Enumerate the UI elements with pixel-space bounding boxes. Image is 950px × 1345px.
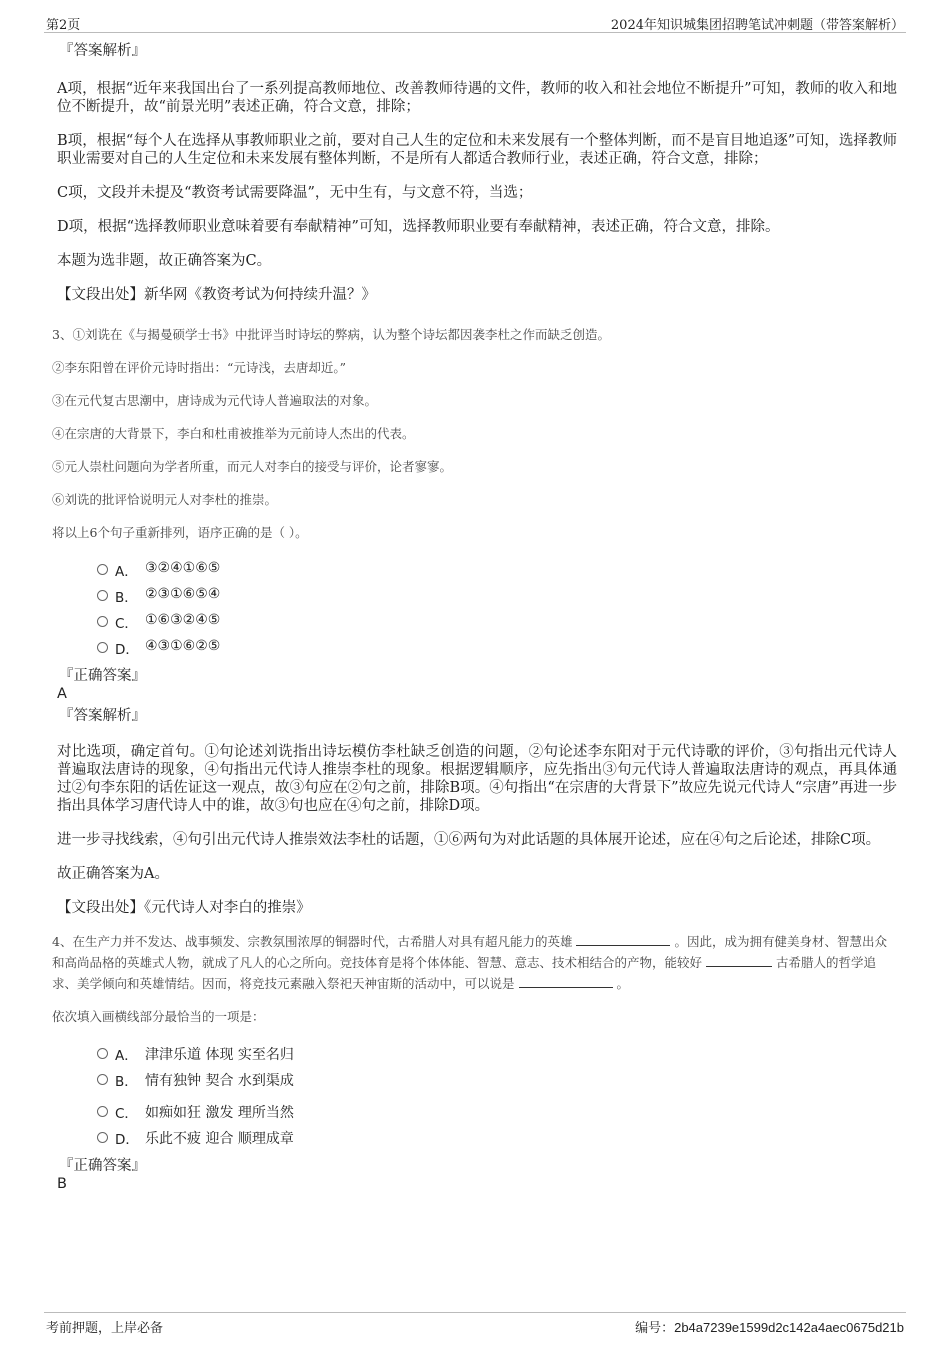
fill-blank xyxy=(576,933,670,946)
footer-slogan: 考前押题，上岸必备 xyxy=(46,1321,164,1336)
question-3-prompt: 将以上6个句子重新排列，语序正确的是（ ）。 xyxy=(52,525,308,540)
stem-part: 。 xyxy=(616,976,629,991)
option-key: C． xyxy=(115,1106,138,1122)
radio-button[interactable] xyxy=(97,642,108,653)
correct-answer-label: 『正确答案』 xyxy=(59,668,146,684)
document-body xyxy=(52,42,897,1193)
option-key: C． xyxy=(115,616,138,632)
question-3-sentence-4: ④在宗唐的大背景下，李白和杜甫被推举为元前诗人杰出的代表。 xyxy=(52,426,415,441)
question-3-sentence-6: ⑥刘诜的批评恰说明元人对李杜的推崇。 xyxy=(52,492,278,507)
option-text: ②③①⑥⑤④ xyxy=(145,586,221,602)
option-key: B． xyxy=(115,590,138,606)
analysis-conclusion: 故正确答案为A。 xyxy=(57,866,169,882)
question-3-sentence-1: 3、①刘诜在《与揭曼硕学士书》中批评当时诗坛的弊病，认为整个诗坛都因袭李杜之作而缺乏创造。 xyxy=(52,327,610,342)
analysis-option-a: A项，根据“近年来我国出台了一系列提高教师地位、改善教师待遇的文件，教师的收入和社会地位不断提升”可知，教师的收入和地位不断提升，故“前景光明”表述正确，符合文意，排除； xyxy=(57,81,897,115)
analysis-label: 『答案解析』 xyxy=(59,708,146,724)
source-citation: 【文段出处】《元代诗人对李白的推崇》 xyxy=(57,900,311,916)
fill-blank xyxy=(519,975,613,988)
radio-button[interactable] xyxy=(97,564,108,575)
radio-button[interactable] xyxy=(97,590,108,601)
page-header xyxy=(44,10,906,33)
question-3-sentence-2: ②李东阳曾在评价元诗时指出：“元诗浅，去唐却近。” xyxy=(52,360,347,375)
option-d[interactable] xyxy=(57,635,897,661)
correct-answer: B xyxy=(57,1176,67,1192)
stem-part: 古希腊人的哲学追求、美学倾向和英雄情结。因而，将竞技元素融入祭祀天神宙斯的活动中，可以说是 xyxy=(52,955,876,991)
analysis-conclusion: 本题为选非题，故正确答案为C。 xyxy=(57,253,272,269)
option-text: ④③①⑥②⑤ xyxy=(145,638,221,654)
option-key: B． xyxy=(115,1074,138,1090)
option-text: 乐此不疲 迎合 顺理成章 xyxy=(145,1131,294,1147)
question-4-stem xyxy=(52,931,897,994)
question-3-sentence-5: ⑤元人崇杜问题向为学者所重，而元人对李白的接受与评价，论者寥寥。 xyxy=(52,459,453,474)
option-key: D． xyxy=(115,1132,139,1148)
code-value: 2b4a7239e1599d2c142a4aec0675d21b xyxy=(674,1320,904,1335)
option-a[interactable] xyxy=(57,1041,897,1067)
analysis-label: 『答案解析』 xyxy=(59,43,146,59)
option-text: 如痴如狂 激发 理所当然 xyxy=(145,1105,294,1121)
analysis-paragraph: 进一步寻找线索，④句引出元代诗人推崇效法李杜的话题，①⑥两句为对此话题的具体展开论述，应在④句之后论述，排除C项。 xyxy=(57,832,881,848)
option-c[interactable] xyxy=(57,609,897,635)
source-citation: 【文段出处】新华网《教资考试为何持续升温？》 xyxy=(57,287,376,303)
radio-button[interactable] xyxy=(97,1106,108,1117)
option-b[interactable] xyxy=(57,1067,897,1099)
option-key: A． xyxy=(115,1048,138,1064)
analysis-option-c: C项，文段并未提及“教资考试需要降温”，无中生有，与文意不符，当选； xyxy=(57,185,533,201)
question-3-sentence-3: ③在元代复古思潮中，唐诗成为元代诗人普遍取法的对象。 xyxy=(52,393,378,408)
radio-button[interactable] xyxy=(97,1048,108,1059)
question-4-prompt: 依次填入画横线部分最恰当的一项是： xyxy=(52,1009,265,1024)
correct-answer: A xyxy=(57,686,67,702)
document-code xyxy=(635,1317,904,1336)
page-footer xyxy=(44,1312,906,1337)
option-text: ①⑥③②④⑤ xyxy=(145,612,221,628)
correct-answer-label: 『正确答案』 xyxy=(59,1158,146,1174)
code-label: 编号： xyxy=(635,1321,675,1336)
radio-button[interactable] xyxy=(97,1074,108,1085)
fill-blank xyxy=(706,954,772,967)
option-text: ③②④①⑥⑤ xyxy=(145,560,221,576)
option-b[interactable] xyxy=(57,583,897,609)
option-text: 情有独钟 契合 水到渠成 xyxy=(145,1073,294,1089)
stem-part: 。因此，成为拥有健美身材、智慧出众和高尚品格的英雄式人物，就成了凡人的心之所向。竞技体育是将个体体能、智慧、意志、技术相结合的产物，能较好 xyxy=(52,934,887,970)
document-title: 2024年知识城集团招聘笔试冲刺题（带答案解析） xyxy=(610,18,904,33)
radio-button[interactable] xyxy=(97,616,108,627)
option-d[interactable] xyxy=(57,1125,897,1151)
analysis-option-d: D项，根据“选择教师职业意味着要有奉献精神”可知，选择教师职业要有奉献精神，表述正确，符合文意，排除。 xyxy=(57,219,780,235)
option-text: 津津乐道 体现 实至名归 xyxy=(145,1047,294,1063)
stem-part: 4、在生产力并不发达、战事频发、宗教氛围浓厚的铜器时代，古希腊人对具有超凡能力的英雄 xyxy=(52,934,573,949)
analysis-paragraph: 对比选项，确定首句。①句论述刘诜指出诗坛模仿李杜缺乏创造的问题，②句论述李东阳对于元代诗歌的评价，③句指出元代诗人普遍取法唐诗的现象，④句指出元代诗人推崇李杜的现象。根据逻辑顺序，应先指出③句元代诗人普遍取法唐诗的观点，再具体通过②句李东阳的话佐证这一观点，故③句应在②句之前，排除B项。④句指出“在宗唐的大背景下”故应先说元代诗人“宗唐”再进一步指出具体学习唐代诗人中的谁，故③句也应在④句之前，排除D项。 xyxy=(57,744,897,814)
analysis-option-b: B项，根据“每个人在选择从事教师职业之前，要对自己人生的定位和未来发展有一个整体判断，而不是盲目地追逐”可知，选择教师职业需要对自己的人生定位和未来发展有整体判断，不是所有人都适合教师行业，表述正确，符合文意，排除； xyxy=(57,133,897,167)
option-a[interactable] xyxy=(57,557,897,583)
page-number: 第2页 xyxy=(46,18,81,33)
option-key: A． xyxy=(115,564,138,580)
radio-button[interactable] xyxy=(97,1132,108,1143)
option-key: D． xyxy=(115,642,139,658)
option-c[interactable] xyxy=(57,1099,897,1125)
